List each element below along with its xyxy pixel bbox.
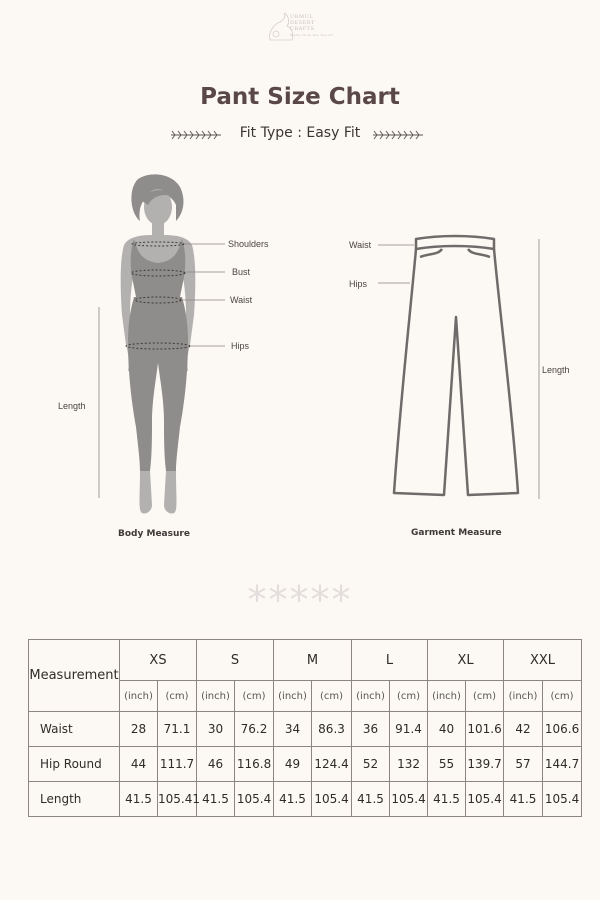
table-cell: 44 (120, 747, 158, 782)
table-header-row (29, 640, 582, 681)
table-cell: 41.5 (120, 782, 158, 817)
table-cell: 49 (274, 747, 312, 782)
unit-cm: (cm) (390, 681, 428, 712)
table-cell: 116.8 (235, 747, 274, 782)
arrow-decoration-right-icon (372, 128, 424, 142)
pant-outline-icon (394, 236, 518, 495)
unit-inch: (inch) (120, 681, 158, 712)
brand-logo-line: URMUL (290, 14, 314, 20)
size-header-m: M (274, 640, 352, 681)
label-waist-body: Waist (230, 295, 253, 305)
table-cell: 41.5 (352, 782, 390, 817)
unit-inch: (inch) (428, 681, 466, 712)
size-header-xl: XL (428, 640, 504, 681)
table-cell: 111.7 (158, 747, 197, 782)
size-chart-table (28, 639, 582, 817)
unit-cm: (cm) (543, 681, 582, 712)
fit-type-subtitle: Fit Type : Easy Fit (239, 125, 361, 141)
label-hips-garment: Hips (349, 279, 368, 289)
table-cell: 41.5 (428, 782, 466, 817)
table-cell: 34 (274, 712, 312, 747)
row-label-length: Length (29, 782, 120, 817)
table-cell: 46 (197, 747, 235, 782)
label-length-garment: Length (542, 365, 570, 375)
table-corner-header: Measurement (29, 640, 120, 712)
page-title: Pant Size Chart (200, 84, 400, 110)
woman-silhouette-icon (121, 174, 196, 513)
subtitle-row (0, 125, 600, 145)
table-cell: 86.3 (312, 712, 352, 747)
table-cell: 105.41 (158, 782, 197, 817)
unit-inch: (inch) (352, 681, 390, 712)
table-cell: 41.5 (197, 782, 235, 817)
table-cell: 91.4 (390, 712, 428, 747)
caption-body-measure: Body Measure (118, 529, 190, 539)
unit-inch: (inch) (504, 681, 543, 712)
unit-inch: (inch) (274, 681, 312, 712)
table-cell: 105.4 (543, 782, 582, 817)
table-cell: 36 (352, 712, 390, 747)
unit-inch: (inch) (197, 681, 235, 712)
label-shoulders: Shoulders (228, 239, 269, 249)
table-cell: 71.1 (158, 712, 197, 747)
size-header-xs: XS (120, 640, 197, 681)
star-divider: ***** (247, 578, 353, 622)
table-cell: 105.4 (466, 782, 504, 817)
table-cell: 106.6 (543, 712, 582, 747)
label-waist-garment: Waist (349, 240, 372, 250)
unit-cm: (cm) (466, 681, 504, 712)
table-cell: 101.6 (466, 712, 504, 747)
table-row (29, 782, 582, 817)
table-cell: 124.4 (312, 747, 352, 782)
brand-logo-line: CRAFTS (290, 26, 315, 32)
table-cell: 105.4 (390, 782, 428, 817)
table-cell: 132 (390, 747, 428, 782)
table-cell: 76.2 (235, 712, 274, 747)
brand-logo-tagline: Made from the Desert (290, 33, 334, 37)
label-hips-body: Hips (231, 341, 250, 351)
label-length-body: Length (58, 401, 86, 411)
table-row (29, 712, 582, 747)
table-row (29, 747, 582, 782)
brand-logo-line: DESERT (290, 20, 315, 26)
table-cell: 42 (504, 712, 543, 747)
table-cell: 105.4 (235, 782, 274, 817)
table-cell: 55 (428, 747, 466, 782)
unit-cm: (cm) (158, 681, 197, 712)
label-bust: Bust (232, 267, 251, 277)
table-cell: 52 (352, 747, 390, 782)
table-cell: 57 (504, 747, 543, 782)
brand-logo-text (290, 14, 334, 38)
table-cell: 139.7 (466, 747, 504, 782)
size-header-xxl: XXL (504, 640, 582, 681)
table-cell: 30 (197, 712, 235, 747)
row-label-hip-round: Hip Round (29, 747, 120, 782)
size-header-s: S (197, 640, 274, 681)
table-cell: 144.7 (543, 747, 582, 782)
size-header-l: L (352, 640, 428, 681)
table-cell: 105.4 (312, 782, 352, 817)
table-cell: 40 (428, 712, 466, 747)
unit-cm: (cm) (235, 681, 274, 712)
table-cell: 28 (120, 712, 158, 747)
table-cell: 41.5 (504, 782, 543, 817)
row-label-waist: Waist (29, 712, 120, 747)
unit-cm: (cm) (312, 681, 352, 712)
caption-garment-measure: Garment Measure (411, 528, 502, 538)
table-cell: 41.5 (274, 782, 312, 817)
